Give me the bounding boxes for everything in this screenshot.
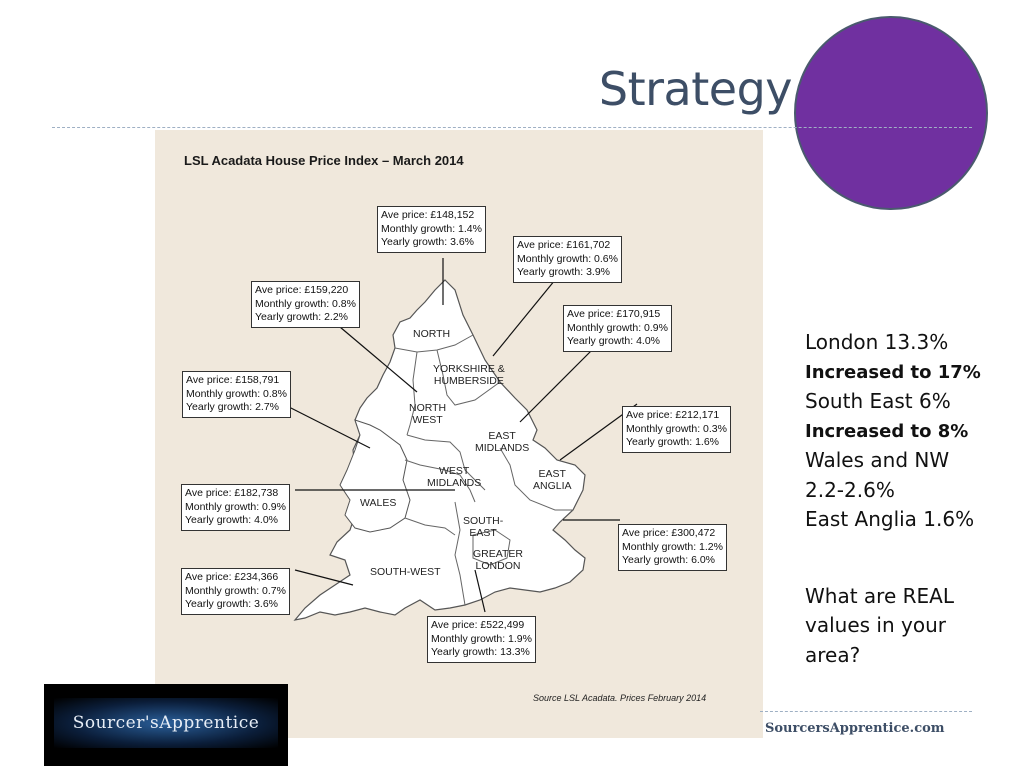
region-label-south-east: SOUTH- EAST [463, 515, 504, 539]
region-label-north: NORTH [413, 328, 451, 340]
title-divider [52, 127, 972, 128]
purple-circle-decoration [794, 16, 988, 210]
region-label-west-midlands: WEST MIDLANDS [427, 465, 482, 489]
region-label-south-west: SOUTH-WEST [370, 566, 441, 578]
callout-east-midlands: Ave price: £170,915 Monthly growth: 0.9% Yearly growth: 4.0% [563, 305, 672, 352]
region-label-wales: WALES [360, 497, 397, 509]
slide-title: Strategy [598, 62, 792, 116]
callout-london: Ave price: £522,499 Monthly growth: 1.9% Yearly growth: 13.3% [427, 616, 536, 663]
note-london-increase: Increased to 17% [805, 361, 981, 383]
note-east-anglia: East Anglia 1.6% [805, 507, 975, 531]
callout-yorkshire: Ave price: £161,702 Monthly growth: 0.6% Yearly growth: 3.9% [513, 236, 622, 283]
question-text: What are REAL values in your area? [805, 583, 954, 667]
website-url[interactable]: SourcersApprentice.com [765, 721, 945, 736]
note-south-east-increase: Increased to 8% [805, 420, 969, 442]
sourcers-apprentice-logo [44, 684, 288, 766]
region-label-east-anglia: EAST ANGLIA [533, 468, 572, 492]
callout-south-west: Ave price: £234,366 Monthly growth: 0.7% Yearly growth: 3.6% [181, 568, 290, 615]
region-label-east-midlands: EAST MIDLANDS [475, 430, 530, 454]
logo-text: Sourcer'sApprentice [72, 713, 260, 733]
note-wales-nw: Wales and NW [805, 448, 950, 472]
note-south-east: South East 6% [805, 389, 951, 413]
footer-divider [760, 711, 972, 712]
region-label-yorkshire: YORKSHIRE & HUMBERSIDE [433, 363, 505, 387]
callout-west-midlands: Ave price: £182,738 Monthly growth: 0.9% Yearly growth: 4.0% [181, 484, 290, 531]
sidebar-notes [805, 328, 1015, 670]
callout-north-west: Ave price: £159,220 Monthly growth: 0.8% Yearly growth: 2.2% [251, 281, 360, 328]
callout-south-east: Ave price: £300,472 Monthly growth: 1.2% Yearly growth: 6.0% [618, 524, 727, 571]
callout-east-anglia: Ave price: £212,171 Monthly growth: 0.3% Yearly growth: 1.6% [622, 406, 731, 453]
note-wales-nw-range: 2.2-2.6% [805, 477, 895, 502]
region-label-greater-london: GREATER LONDON [473, 548, 523, 572]
callout-north: Ave price: £148,152 Monthly growth: 1.4% Yearly growth: 3.6% [377, 206, 486, 253]
note-london: London 13.3% [805, 330, 949, 354]
map-title: LSL Acadata House Price Index – March 2014 [184, 153, 464, 168]
house-price-map-panel [155, 130, 763, 738]
callout-wales: Ave price: £158,791 Monthly growth: 0.8% Yearly growth: 2.7% [182, 371, 291, 418]
map-source-note: Source LSL Acadata. Prices February 2014 [533, 693, 707, 703]
region-label-north-west: NORTH WEST [409, 402, 447, 426]
